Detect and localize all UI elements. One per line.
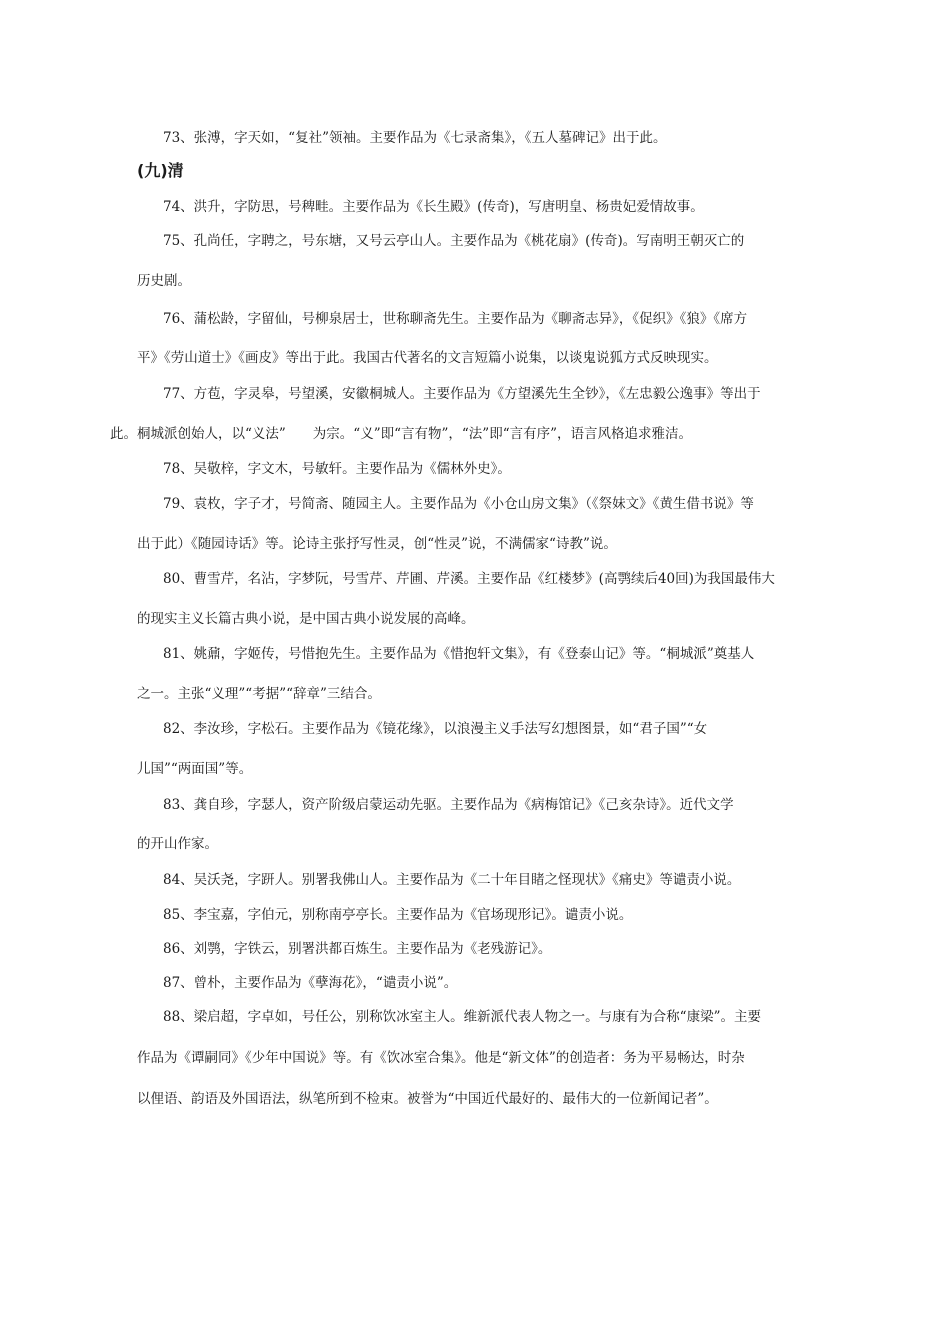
entry-74: 74、洪升，字防思，号稗畦。主要作品为《长生殿》(传奇)，写唐明皇、杨贵妃爱情故事。 — [163, 199, 704, 215]
entry-84: 84、吴沃尧，字趼人。别署我佛山人。主要作品为《二十年目睹之怪现状》《痛史》等谴责小说。 — [163, 872, 741, 888]
entry-81-line-2: 之一。主张“义理”“考据”“辞章”三结合。 — [137, 686, 381, 702]
entry-79-line-2: 出于此）《随园诗话》等。论诗主张抒写性灵，创“性灵”说，不满儒家“诗教”说。 — [137, 536, 617, 552]
entry-88-line-2: 作品为《谭嗣同》《少年中国说》等。有《饮冰室合集》。他是“新文体”的创造者：务为平易畅达，时杂 — [137, 1050, 745, 1066]
entry-77-line-2: 此。桐城派创始人，以“义法” 为宗。“义”即“言有物”，“法”即“言有序”，语言风格追求雅洁。 — [110, 426, 693, 442]
section-heading: (九)清 — [137, 161, 184, 180]
entry-88-line-3: 以俚语、韵语及外国语法，纵笔所到不检束。被誉为“中国近代最好的、最伟大的一位新闻记者”。 — [137, 1091, 718, 1107]
entry-75-line-2: 历史剧。 — [137, 273, 191, 289]
entry-88-line-1: 88、梁启超，字卓如，号任公，别称饮冰室主人。维新派代表人物之一。与康有为合称“康梁”。主要 — [163, 1009, 761, 1025]
entry-80-line-1: 80、曹雪芹，名沾，字梦阮，号雪芹、芹圃、芹溪。主要作品《红楼梦》(高鹗续后40回)为我国最伟大 — [163, 571, 775, 587]
entry-79-line-1: 79、袁枚，字子才，号简斋、随园主人。主要作品为《小仓山房文集》（《祭妹文》《黄生借书说》等 — [163, 496, 754, 512]
entry-77-line-1: 77、方苞，字灵皋，号望溪，安徽桐城人。主要作品为《方望溪先生全钞》，《左忠毅公逸事》等出于 — [163, 386, 761, 402]
entry-80-line-2: 的现实主义长篇古典小说，是中国古典小说发展的高峰。 — [137, 611, 475, 627]
entry-76-line-1: 76、蒲松龄，字留仙，号柳泉居士，世称聊斋先生。主要作品为《聊斋志异》，《促织》《狼》《席方 — [163, 311, 748, 327]
entry-87: 87、曾朴，主要作品为《孽海花》，“谴责小说”。 — [163, 975, 458, 991]
entry-82-line-1: 82、李汝珍，字松石。主要作品为《镜花缘》，以浪漫主义手法写幻想图景，如“君子国”“女 — [163, 721, 708, 737]
entry-83-line-2: 的开山作家。 — [137, 836, 218, 852]
entry-75-line-1: 75、孔尚任，字聘之，号东塘，又号云亭山人。主要作品为《桃花扇》(传奇)。写南明王朝灭亡的 — [163, 233, 745, 249]
entry-86: 86、刘鹗，字铁云，别署洪都百炼生。主要作品为《老残游记》。 — [163, 941, 552, 957]
entry-82-line-2: 儿国”“两面国”等。 — [137, 761, 253, 777]
entry-76-line-2: 平》《劳山道士》《画皮》等出于此。我国古代著名的文言短篇小说集，以谈鬼说狐方式反映现实。 — [137, 350, 718, 366]
entry-78: 78、吴敬梓，字文木，号敏轩。主要作品为《儒林外史》。 — [163, 461, 511, 477]
entry-81-line-1: 81、姚鼐，字姬传，号惜抱先生。主要作品为《惜抱轩文集》，有《登泰山记》等。“桐城派”奠基人 — [163, 646, 755, 662]
entry-73: 73、张溥，字天如，“复社”领袖。主要作品为《七录斋集》，《五人墓碑记》出于此。 — [163, 130, 667, 146]
entry-83-line-1: 83、龚自珍，字瑟人，资产阶级启蒙运动先驱。主要作品为《病梅馆记》《己亥杂诗》。近代文学 — [163, 797, 734, 813]
entry-85: 85、李宝嘉，字伯元，别称南亭亭长。主要作品为《官场现形记》。谴责小说。 — [163, 907, 633, 923]
